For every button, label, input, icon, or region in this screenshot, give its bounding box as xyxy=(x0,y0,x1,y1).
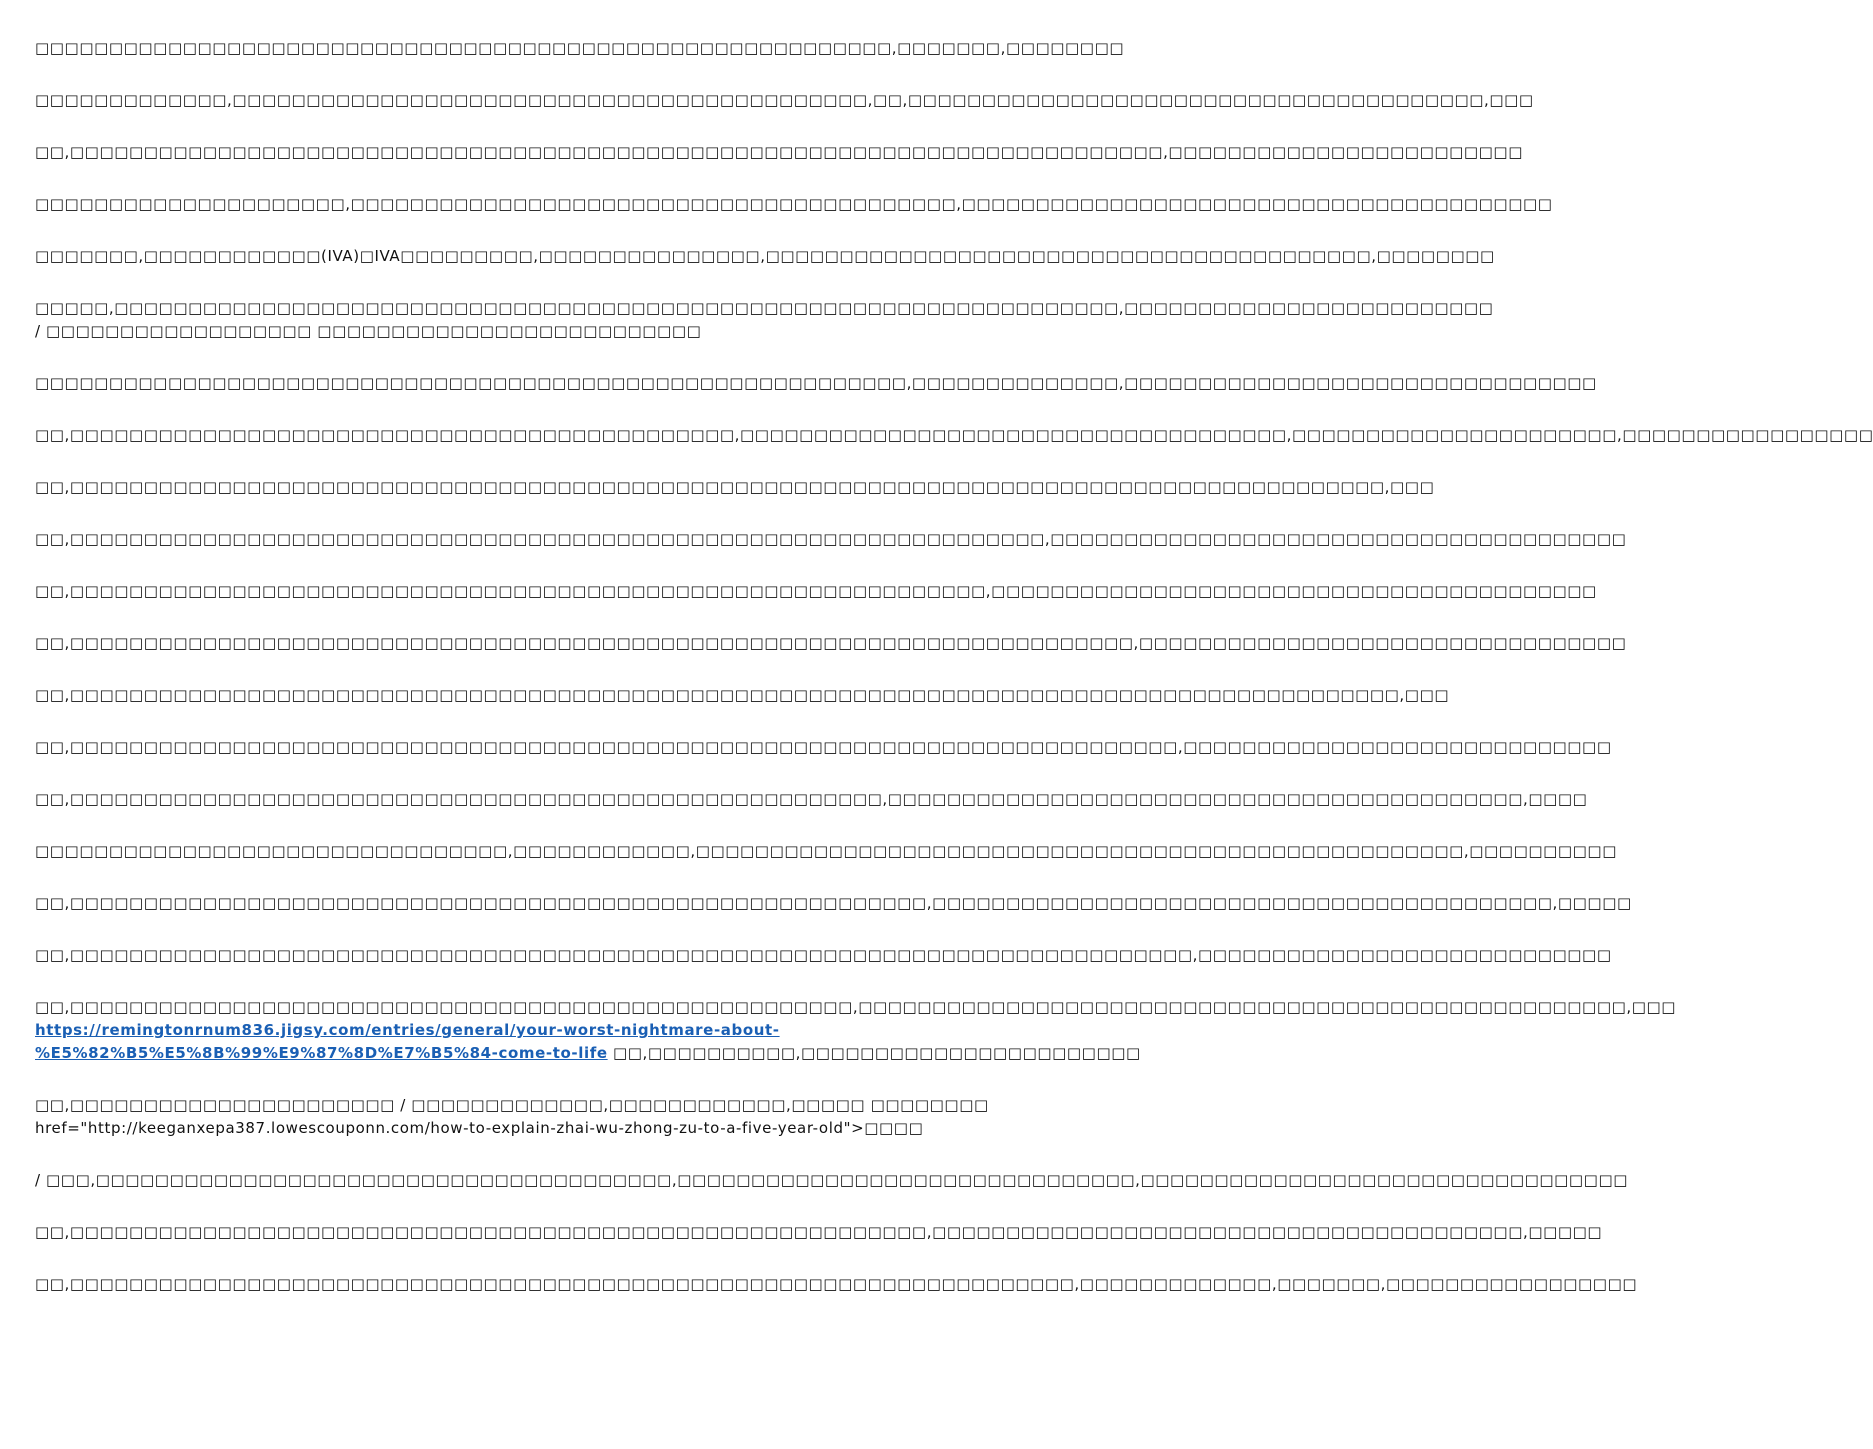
paragraph-line: □□,□□□□□□□□□□□□□□□□□□□□□□□□□□□□□□□□□□□□□□□□□□□□□□□□□□□□□,□□□□□□□□□□□□□□□□□□□□□□□□□□□□□□□□□□□□□□□□□□□□□□□□□□□□,□□□ xyxy=(35,998,1677,1016)
paragraph: □□□□□□□□□□□□□□□□□□□□□□□□□□□□□□□□□□□□□□□□□□□□□□□□□□□□□□□□□□□,□□□□□□□□□□□□□□,□□□□□□□□□□□□□□□□□□□□□□□□□□□□□□□□ xyxy=(35,374,1597,392)
paragraph: / □□□,□□□□□□□□□□□□□□□□□□□□□□□□□□□□□□□□□□□□□□□,□□□□□□□□□□□□□□□□□□□□□□□□□□□□□□□,□□□□□□□□□□□□□□□□□□□□□□□□□□□□□□□□□ xyxy=(35,1171,1628,1189)
paragraph: □□□□□□□□□□□□□□□□□□□□□□□□□□□□□□□□,□□□□□□□□□□□□,□□□□□□□□□□□□□□□□□□□□□□□□□□□□□□□□□□□□□□□□□□□□□□□□□□□□,□□□□□□□□□□ xyxy=(35,842,1617,860)
paragraph-line: □□□□□,□□□□□□□□□□□□□□□□□□□□□□□□□□□□□□□□□□□□□□□□□□□□□□□□□□□□□□□□□□□□□□□□□□□□,□□□□□□□□□□□□□□□□□□□□□□□□□ xyxy=(35,299,1494,317)
paragraph-line xyxy=(35,1019,989,1042)
paragraph: □□□□□□□□□□□□□□□□□□□□□□□□□□□□□□□□□□□□□□□□□□□□□□□□□□□□□□□□□□,□□□□□□□,□□□□□□□□ xyxy=(35,39,1125,57)
paragraph-text: □□,□□□□□□□□□□,□□□□□□□□□□□□□□□□□□□□□□□ xyxy=(607,1044,1141,1062)
paragraph: □□,□□□□□□□□□□□□□□□□□□□□□□□□□□□□□□□□□□□□□□□□□□□□□□□□□□□□□□□□□□□□□□□□□□□□,□□□□□□□□□□□□□,□□□□□□□,□□□□□□□□□□□□□□□□□ xyxy=(35,1275,1638,1293)
paragraph-with-raw-href xyxy=(35,1094,989,1140)
paragraph-line: / □□□□□□□□□□□□□□□□□□ □□□□□□□□□□□□□□□□□□□□□□□□□□ xyxy=(35,322,702,340)
paragraph: □□,□□□□□□□□□□□□□□□□□□□□□□□□□□□□□□□□□□□□□□□□□□□□□,□□□□□□□□□□□□□□□□□□□□□□□□□□□□□□□□□□□□□,□□□□□□□□□□□□□□□□□□□□□□,□□□□□□□□□□□□□□□□□ xyxy=(35,426,1873,444)
paragraph: □□□□□□□,□□□□□□□□□□□□(IVA)□IVA□□□□□□□□□,□□□□□□□□□□□□□□□,□□□□□□□□□□□□□□□□□□□□□□□□□□□□□□□□□□□□□□□□□,□□□□□□□□ xyxy=(35,247,1495,265)
external-link[interactable]: https://remingtonrnum836.jigsy.com/entries/general/your-worst-nightmare-about- xyxy=(35,1021,780,1039)
paragraph: □□,□□□□□□□□□□□□□□□□□□□□□□□□□□□□□□□□□□□□□□□□□□□□□□□□□□□□□□□□□□□□□□□□□□□□□□□□□□□,□□□□□□□□□□□□□□□□□□□□□□□□□□□□□ xyxy=(35,738,1612,756)
paragraph: □□□□□□□□□□□□□□□□□□□□□,□□□□□□□□□□□□□□□□□□□□□□□□□□□□□□□□□□□□□□□□□,□□□□□□□□□□□□□□□□□□□□□□□□□□□□□□□□□□□□□□□□ xyxy=(35,195,1553,213)
paragraph: □□,□□□□□□□□□□□□□□□□□□□□□□□□□□□□□□□□□□□□□□□□□□□□□□□□□□□□□□□□□□□□□□,□□□□□□□□□□□□□□□□□□□□□□□□□□□□□□□□□□□□□□□□□ xyxy=(35,582,1597,600)
paragraph-line xyxy=(35,1042,1141,1065)
external-link[interactable]: %E5%82%B5%E5%8B%99%E9%87%8D%E7%B5%84-come-to-life xyxy=(35,1044,608,1062)
raw-href-text: href="http://keeganxepa387.lowescouponn.com/how-to-explain-zhai-wu-zhong-zu-to-a-five-year-old">□□□□ xyxy=(35,1119,924,1137)
paragraph: □□,□□□□□□□□□□□□□□□□□□□□□□□□□□□□□□□□□□□□□□□□□□□□□□□□□□□□□□□□□□□□□□□□□□□□□□□□□□□□,□□□□□□□□□□□□□□□□□□□□□□□□□□□□ xyxy=(35,946,1612,964)
paragraph: □□,□□□□□□□□□□□□□□□□□□□□□□□□□□□□□□□□□□□□□□□□□□□□□□□□□□□□□□□□□□□□□□□□□□,□□□□□□□□□□□□□□□□□□□□□□□□□□□□□□□□□□□□□□□ xyxy=(35,530,1627,548)
paragraph-with-link xyxy=(35,996,1677,1065)
paragraph: □□,□□□□□□□□□□□□□□□□□□□□□□□□□□□□□□□□□□□□□□□□□□□□□□□□□□□□□□□□□□,□□□□□□□□□□□□□□□□□□□□□□□□□□□□□□□□□□□□□□□□□□,□□□□□ xyxy=(35,894,1632,912)
paragraph-line: □□,□□□□□□□□□□□□□□□□□□□□□□ / □□□□□□□□□□□□□,□□□□□□□□□□□□,□□□□□ □□□□□□□□ xyxy=(35,1096,989,1114)
paragraph: □□,□□□□□□□□□□□□□□□□□□□□□□□□□□□□□□□□□□□□□□□□□□□□□□□□□□□□□□□□□□□□□□□□□□□□□□□□,□□□□□□□□□□□□□□□□□□□□□□□□□□□□□□□□□ xyxy=(35,634,1627,652)
paragraph: □□□□□□□□□□□□□,□□□□□□□□□□□□□□□□□□□□□□□□□□□□□□□□□□□□□□□□□□□,□□,□□□□□□□□□□□□□□□□□□□□□□□□□□□□□□□□□□□□□□□,□□□ xyxy=(35,91,1534,109)
paragraph: □□,□□□□□□□□□□□□□□□□□□□□□□□□□□□□□□□□□□□□□□□□□□□□□□□□□□□□□□□□□□□□□□□□□□□□□□□□□□,□□□□□□□□□□□□□□□□□□□□□□□□ xyxy=(35,143,1523,161)
paragraph-two-line xyxy=(35,297,1494,343)
paragraph: □□,□□□□□□□□□□□□□□□□□□□□□□□□□□□□□□□□□□□□□□□□□□□□□□□□□□□□□□□□□□□□□□□□□□□□□□□□□□□□□□□□□□□□□□□□□,□□□ xyxy=(35,478,1435,496)
paragraph: □□,□□□□□□□□□□□□□□□□□□□□□□□□□□□□□□□□□□□□□□□□□□□□□□□□□□□□□□□□□□,□□□□□□□□□□□□□□□□□□□□□□□□□□□□□□□□□□□□□□□□,□□□□□ xyxy=(35,1223,1603,1241)
paragraph: □□,□□□□□□□□□□□□□□□□□□□□□□□□□□□□□□□□□□□□□□□□□□□□□□□□□□□□□□□□□□□□□□□□□□□□□□□□□□□□□□□□□□□□□□□□□□,□□□ xyxy=(35,686,1450,704)
document-body xyxy=(35,37,1873,1325)
paragraph: □□,□□□□□□□□□□□□□□□□□□□□□□□□□□□□□□□□□□□□□□□□□□□□□□□□□□□□□□□,□□□□□□□□□□□□□□□□□□□□□□□□□□□□□□□□□□□□□□□□□□□,□□□□ xyxy=(35,790,1588,808)
